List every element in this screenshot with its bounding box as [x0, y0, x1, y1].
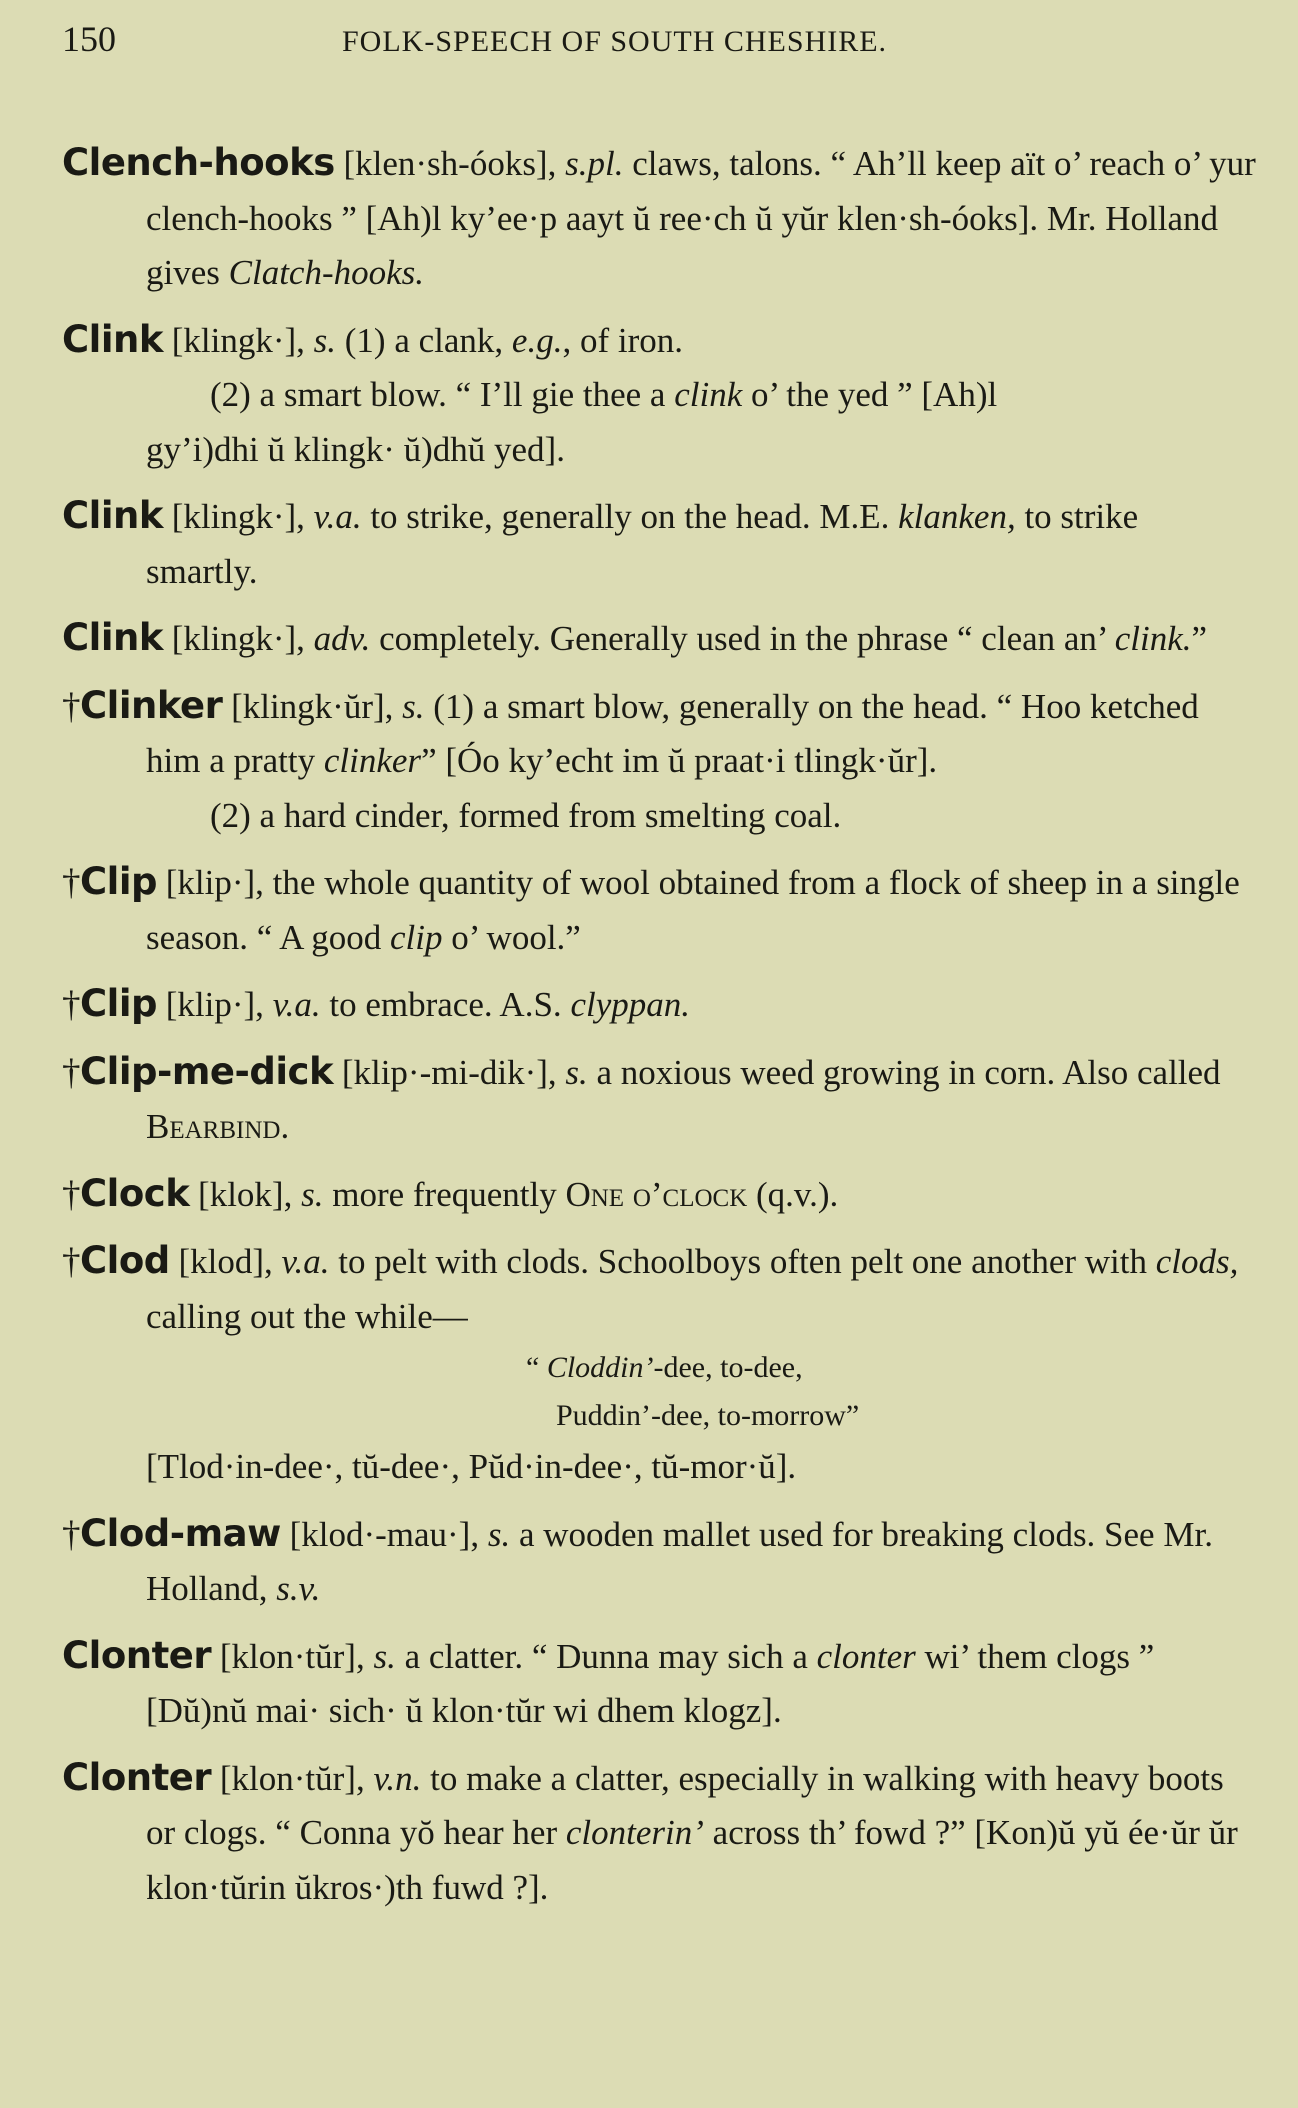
definition: [klingk·], adv. completely. Generally used in the phrase “ clean an’ clink.”	[162, 619, 1208, 658]
definition: [klon·tŭr], v.n. to make a clatter, especially in walking with heavy boots or clogs. “ Conna yŏ hear her clonterin’ across th’ fowd ?” [Kon)ŭ yŭ ée·ŭr ŭr klon·tŭrin ŭkros·)th fuwd ?].	[146, 1758, 1238, 1907]
verse-line: “ Cloddin’-dee, to-dee,	[526, 1351, 803, 1384]
headword	[62, 1050, 333, 1093]
dictionary-entry	[62, 611, 1256, 667]
headword	[62, 141, 335, 184]
headword-text: Clinker	[80, 683, 223, 727]
headword-text: Clink	[62, 317, 163, 361]
headword-text: Clod-maw	[80, 1511, 281, 1555]
definition: [klen·sh-óoks], s.pl. claws, talons. “ Ah’ll keep aït o’ reach o’ yur clench-hooks ” [Ah)l ky’ee·p aayt ŭ ree·ch ŭ yŭr klen·sh-óoks]. Mr. Holland gives Clatch-hooks.	[146, 144, 1256, 292]
dictionary-entry	[62, 313, 1256, 478]
second-sense: (2) a smart blow. “ I’ll gie thee a clink o’ the yed ” [Ah)l	[210, 375, 998, 414]
definition: [klok], s. more frequently One o’clock (q.v.).	[189, 1174, 839, 1214]
definition: [klip·], the whole quantity of wool obtained from a flock of sheep in a single season. “ A good clip o’ wool.”	[146, 863, 1240, 957]
dagger-mark: †	[62, 1173, 80, 1215]
headword-text: Clip-me-dick	[80, 1049, 334, 1093]
dictionary-entry	[62, 489, 1256, 599]
headword-text: Clonter	[62, 1755, 212, 1799]
dictionary-entry	[62, 1167, 1256, 1223]
headword-text: Clock	[80, 1171, 190, 1215]
headword	[62, 318, 163, 361]
dictionary-entry	[62, 679, 1256, 844]
dagger-mark: †	[62, 984, 80, 1025]
second-sense-continued: gy’i)dhi ŭ klingk· ŭ)dhŭ yed].	[146, 429, 565, 469]
headword-text: Clink	[62, 616, 163, 659]
dictionary-entry	[62, 977, 1256, 1033]
definition: [klingk·], s. (1) a clank, e.g., of iron.	[162, 320, 683, 360]
verse-line: Puddin’-dee, to-morrow”	[556, 1399, 860, 1432]
headword-text: Clip	[80, 982, 158, 1025]
headword-text: Clench-hooks	[62, 141, 335, 184]
dagger-mark: †	[62, 862, 80, 903]
verse-pronunciation: [Tlod·in-dee·, tŭ-dee·, Pŭd·in-dee·, tŭ-mor·ŭ].	[146, 1447, 797, 1486]
running-title: FOLK-SPEECH OF SOUTH CHESHIRE.	[342, 25, 888, 58]
dagger-mark: †	[62, 1051, 80, 1093]
page-number: 150	[62, 19, 116, 59]
dagger-mark: †	[62, 685, 80, 727]
headword	[62, 1756, 211, 1799]
definition: [klod·-mau·], s. a wooden mallet used for breaking clods. See Mr. Holland, s.v.	[146, 1514, 1213, 1608]
headword-text: Clod	[80, 1239, 170, 1282]
headword-text: Clip	[80, 860, 158, 903]
headword	[62, 684, 222, 727]
definition: [klingk·], v.a. to strike, generally on the head. M.E. klanken, to strike smartly.	[146, 497, 1139, 591]
headword	[62, 860, 157, 903]
definition: [klingk·ŭr], s. (1) a smart blow, generally on the head. “ Hoo ketched him a pratty clinker” [Óo ky’echt im ŭ praat·i tlingk·ŭr].	[146, 686, 1199, 780]
dictionary-entry	[62, 1234, 1256, 1495]
headword	[62, 1172, 189, 1215]
dictionary-entries	[62, 136, 1256, 1915]
definition: [klip·-mi-dik·], s. a noxious weed growing in corn. Also called Bearbind.	[146, 1052, 1221, 1146]
definition: [klon·tŭr], s. a clatter. “ Dunna may sich a clonter wi’ them clogs ” [Dŭ)nŭ mai· sich· ŭ klon·tŭr wi dhem klogz].	[146, 1636, 1155, 1730]
headword	[62, 1634, 211, 1677]
dictionary-entry	[62, 1629, 1256, 1739]
second-sense: (2) a hard cinder, formed from smelting coal.	[210, 795, 842, 835]
headword	[62, 616, 163, 659]
headword	[62, 1239, 170, 1282]
dagger-mark: †	[62, 1241, 80, 1282]
dictionary-entry	[62, 136, 1256, 301]
dictionary-entry	[62, 855, 1256, 965]
dictionary-entry	[62, 1045, 1256, 1155]
dagger-mark: †	[62, 1513, 80, 1555]
dictionary-entry	[62, 1751, 1256, 1916]
headword-text: Clonter	[62, 1633, 212, 1677]
dictionary-entry	[62, 1507, 1256, 1617]
definition: [klod], v.a. to pelt with clods. Schoolboys often pelt one another with clods, calling out the while—	[146, 1242, 1239, 1336]
definition: [klip·], v.a. to embrace. A.S. clyppan.	[157, 985, 690, 1024]
headword-text: Clink	[62, 494, 163, 537]
headword	[62, 494, 163, 537]
running-head	[62, 18, 1256, 80]
headword	[62, 1512, 281, 1555]
headword	[62, 982, 157, 1025]
